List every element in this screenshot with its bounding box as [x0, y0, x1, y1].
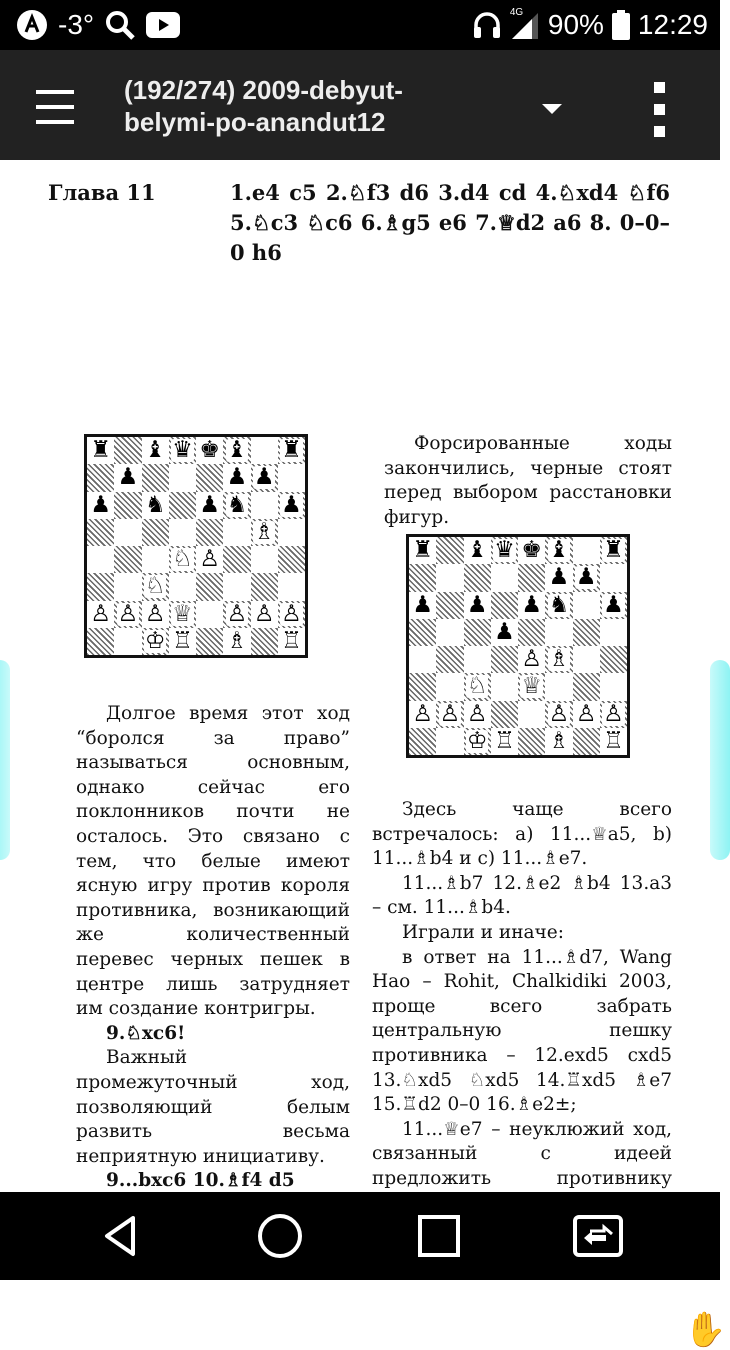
board-square [464, 728, 491, 755]
board-square [223, 601, 250, 628]
chess-piece: ♗ [548, 727, 570, 754]
board-square [464, 537, 491, 564]
chess-piece: ♕ [172, 600, 193, 627]
chess-piece: ♟ [90, 491, 111, 518]
board-square [491, 728, 518, 755]
board-square [142, 546, 169, 573]
chess-piece: ♗ [548, 646, 570, 673]
board-square [196, 628, 223, 655]
board-square [251, 437, 278, 464]
paragraph: 11...♗b7 12.♗e2 ♗b4 13.a3 – см. 11...♗b4. [372, 872, 672, 919]
board-square [142, 464, 169, 491]
board-square [278, 519, 305, 546]
chess-piece: ♘ [466, 673, 488, 700]
board-square [87, 519, 114, 546]
board-square [114, 546, 141, 573]
overflow-menu-button[interactable] [638, 80, 682, 140]
board-square [409, 564, 436, 591]
chess-piece: ♞ [548, 591, 570, 618]
battery-text: 90% [547, 9, 604, 40]
board-square [142, 492, 169, 519]
board-square [464, 619, 491, 646]
back-button[interactable] [86, 1206, 156, 1266]
board-square [600, 564, 627, 591]
chess-piece: ♖ [603, 727, 624, 754]
chess-piece: ♟ [575, 564, 597, 591]
chess-piece: ♚ [521, 537, 542, 564]
board-square [436, 701, 463, 728]
title-line-2: belymi-po-anandut12 [124, 107, 386, 137]
chess-piece: ♙ [226, 600, 248, 627]
chess-piece: ♙ [575, 700, 597, 727]
board-square [278, 464, 305, 491]
paragraph: 9...bxc6 10.♗f4 d5 [106, 1170, 295, 1192]
right-column-intro [384, 432, 672, 530]
book-page[interactable] [0, 160, 727, 1350]
board-square [518, 619, 545, 646]
status-bar [0, 0, 720, 50]
board-square [409, 701, 436, 728]
board-square [223, 519, 250, 546]
board-square [251, 492, 278, 519]
chess-piece: ♝ [226, 437, 248, 464]
clock-text: 12:29 [637, 9, 708, 40]
board-square [114, 437, 141, 464]
chess-piece: ♙ [281, 600, 302, 627]
chess-piece: ♔ [466, 727, 488, 754]
right-page-edge[interactable] [710, 660, 730, 860]
board-square [278, 546, 305, 573]
chess-piece: ♖ [281, 627, 302, 654]
board-square [409, 537, 436, 564]
chess-piece: ♟ [117, 464, 139, 491]
board-square [251, 464, 278, 491]
board-square [169, 573, 196, 600]
chess-piece: ♜ [281, 437, 302, 464]
chess-piece: ♙ [412, 700, 433, 727]
caret-down-icon [530, 90, 574, 130]
board-square [196, 601, 223, 628]
board-square [196, 492, 223, 519]
paragraph: Здесь чаще всего встречалось: а) 11...♕a5, b) 11...♗b4 и c) 11...♗e7. [372, 799, 672, 870]
left-column-text [76, 702, 350, 1268]
board-square [573, 728, 600, 755]
hand-pointer-icon[interactable]: ✋ [684, 1310, 727, 1350]
chapter-heading: Глава 11 [48, 180, 156, 205]
board-square [518, 592, 545, 619]
chess-piece: ♙ [466, 700, 488, 727]
board-square [169, 492, 196, 519]
board-square [223, 437, 250, 464]
dropdown-button[interactable] [530, 90, 574, 130]
board-square [464, 701, 491, 728]
board-square [223, 573, 250, 600]
board-square [223, 546, 250, 573]
board-square [278, 628, 305, 655]
board-square [518, 701, 545, 728]
board-square [251, 519, 278, 546]
board-square [223, 464, 250, 491]
board-square [278, 573, 305, 600]
board-square [278, 492, 305, 519]
network-type: 4G [509, 7, 524, 18]
board-square [87, 628, 114, 655]
board-square [518, 728, 545, 755]
chess-piece: ♟ [412, 591, 433, 618]
chess-piece: ♟ [281, 491, 302, 518]
board-square [278, 601, 305, 628]
board-square [196, 464, 223, 491]
screen-share-button[interactable] [563, 1206, 633, 1266]
paragraph: 9.♘xc6! [106, 1022, 186, 1044]
board-square [600, 619, 627, 646]
title-line-1: (192/274) 2009-debyut- [124, 75, 403, 105]
chess-piece: ♙ [548, 700, 570, 727]
board-square [518, 646, 545, 673]
board-square [545, 592, 572, 619]
board-square [545, 564, 572, 591]
chess-piece: ♔ [144, 627, 166, 654]
chess-piece: ♝ [548, 537, 570, 564]
board-square [545, 619, 572, 646]
board-square [600, 673, 627, 700]
board-square [114, 573, 141, 600]
chess-piece: ♜ [412, 537, 433, 564]
board-square [545, 701, 572, 728]
board-square [87, 546, 114, 573]
search-icon [104, 9, 136, 41]
board-square [142, 628, 169, 655]
board-square [464, 646, 491, 673]
board-square [518, 564, 545, 591]
youtube-icon [146, 12, 180, 38]
board-square [545, 537, 572, 564]
board-square [169, 519, 196, 546]
board-square [87, 573, 114, 600]
board-square [600, 701, 627, 728]
right-column-text [372, 798, 672, 1241]
chess-piece: ♘ [172, 546, 193, 573]
board-square [114, 519, 141, 546]
board-square [223, 492, 250, 519]
board-square [491, 564, 518, 591]
board-square [142, 601, 169, 628]
paragraph: Играли и иначе: [402, 921, 564, 943]
screen-cast-icon [572, 1214, 624, 1258]
chess-diagram-2 [406, 534, 630, 758]
signal-icon [510, 9, 540, 41]
board-square [196, 519, 223, 546]
board-square [491, 537, 518, 564]
board-square [196, 546, 223, 573]
board-square [87, 464, 114, 491]
board-square [251, 546, 278, 573]
battery-icon [612, 10, 630, 40]
home-icon [256, 1212, 304, 1260]
headphones-icon [472, 10, 502, 40]
document-title[interactable] [124, 74, 524, 138]
board-square [87, 437, 114, 464]
chess-piece: ♜ [603, 537, 624, 564]
board-square [545, 673, 572, 700]
board-square [573, 537, 600, 564]
board-square [114, 601, 141, 628]
board-square [169, 628, 196, 655]
chess-piece: ♙ [521, 646, 542, 673]
menu-button[interactable] [30, 82, 80, 132]
chess-piece: ♞ [144, 491, 166, 518]
app-icon [16, 9, 48, 41]
chess-piece: ♗ [253, 518, 275, 545]
board-square [251, 573, 278, 600]
chess-piece: ♙ [199, 546, 220, 573]
board-square [87, 601, 114, 628]
board-square [436, 673, 463, 700]
board-square [409, 728, 436, 755]
board-square [436, 537, 463, 564]
board-square [545, 646, 572, 673]
board-square [436, 619, 463, 646]
recents-button[interactable] [404, 1206, 474, 1266]
chess-piece: ♘ [144, 573, 166, 600]
paragraph: 11...♕e7 – неуклюжий ход, связанный с идеей предложить противнику [372, 1118, 672, 1189]
board-square [169, 546, 196, 573]
board-square [251, 628, 278, 655]
chess-piece: ♛ [494, 537, 515, 564]
chess-piece: ♖ [172, 627, 193, 654]
board-square [573, 701, 600, 728]
board-square [251, 601, 278, 628]
chess-piece: ♙ [439, 700, 461, 727]
chess-piece: ♙ [90, 600, 111, 627]
board-square [196, 573, 223, 600]
board-square [518, 673, 545, 700]
chess-piece: ♟ [253, 464, 275, 491]
chess-piece: ♟ [494, 618, 515, 645]
board-square [600, 537, 627, 564]
board-square [114, 492, 141, 519]
board-square [573, 564, 600, 591]
opening-moves: 1.e4 c5 2.♘f3 d6 3.d4 cd 4.♘xd4 ♘f6 5.♘c3 ♘c6 6.♗g5 e6 7.♕d2 a6 8. 0–0–0 h6 [230, 180, 670, 265]
board-square [573, 619, 600, 646]
chess-diagram-1 [84, 434, 308, 658]
chess-piece: ♙ [144, 600, 166, 627]
home-button[interactable] [245, 1206, 315, 1266]
board-square [409, 646, 436, 673]
chess-piece: ♟ [199, 491, 220, 518]
board-square [600, 728, 627, 755]
chess-piece: ♙ [253, 600, 275, 627]
board-square [114, 628, 141, 655]
board-square [142, 519, 169, 546]
app-bar [0, 50, 720, 160]
paragraph: Форсированные ходы закончились, черные стоят перед выбором расстановки фигур. [384, 433, 672, 528]
board-square [545, 728, 572, 755]
recents-icon [417, 1214, 461, 1258]
board-square [114, 464, 141, 491]
board-square [142, 573, 169, 600]
board-square [87, 492, 114, 519]
temperature-text: -3° [58, 9, 95, 40]
more-vert-icon [654, 82, 665, 93]
board-square [409, 592, 436, 619]
board-square [573, 592, 600, 619]
board-square [436, 728, 463, 755]
board-square [491, 592, 518, 619]
chess-piece: ♙ [117, 600, 139, 627]
board-square [491, 701, 518, 728]
board-square [600, 646, 627, 673]
back-icon [99, 1214, 143, 1258]
left-page-edge[interactable] [0, 660, 10, 860]
board-square [600, 592, 627, 619]
chess-piece: ♜ [90, 437, 111, 464]
paragraph: Важный промежуточный ход, позволяющий белым развить весьма неприятную инициативу. [76, 1047, 350, 1167]
chess-piece: ♗ [226, 627, 248, 654]
chess-piece: ♟ [603, 591, 624, 618]
board-square [464, 673, 491, 700]
board-square [491, 646, 518, 673]
chess-piece: ♝ [466, 537, 488, 564]
board-square [491, 673, 518, 700]
chess-piece: ♕ [521, 673, 542, 700]
chess-piece: ♝ [144, 437, 166, 464]
navigation-bar [0, 1192, 720, 1280]
chess-piece: ♟ [548, 564, 570, 591]
board-square [436, 564, 463, 591]
board-square [491, 619, 518, 646]
chess-piece: ♟ [521, 591, 542, 618]
board-square [464, 564, 491, 591]
board-square [278, 437, 305, 464]
chess-piece: ♞ [226, 491, 248, 518]
chess-piece: ♛ [172, 437, 193, 464]
chess-piece: ♙ [603, 700, 624, 727]
paragraph: Долгое время этот ход “боролся за право” называться основным, однако сейчас его поклонников почти не осталось. Это связано с тем, что белые имеют ясную игру против короля противника, возникающий же количественный перевес черных пешек в центре лишь затрудняет им создание контригры. [76, 703, 350, 1020]
board-square [196, 437, 223, 464]
board-square [169, 437, 196, 464]
board-square [573, 646, 600, 673]
board-square [436, 592, 463, 619]
chess-piece: ♖ [494, 727, 515, 754]
board-square [464, 592, 491, 619]
board-square [409, 619, 436, 646]
chess-piece: ♚ [199, 437, 220, 464]
board-square [169, 601, 196, 628]
board-square [518, 537, 545, 564]
board-square [223, 628, 250, 655]
board-square [169, 464, 196, 491]
chess-piece: ♟ [226, 464, 248, 491]
board-square [409, 673, 436, 700]
board-square [142, 437, 169, 464]
paragraph: в ответ на 11...♗d7, Wang Hao – Rohit, Chalkidiki 2003, проще всего забрать центральную пешку противника – 12.exd5 cxd5 13.♘xd5 ♘xd5 14.♖xd5 ♗e7 15.♖d2 0–0 16.♗e2±; [372, 946, 672, 1116]
board-square [573, 673, 600, 700]
chess-piece: ♟ [466, 591, 488, 618]
board-square [436, 646, 463, 673]
